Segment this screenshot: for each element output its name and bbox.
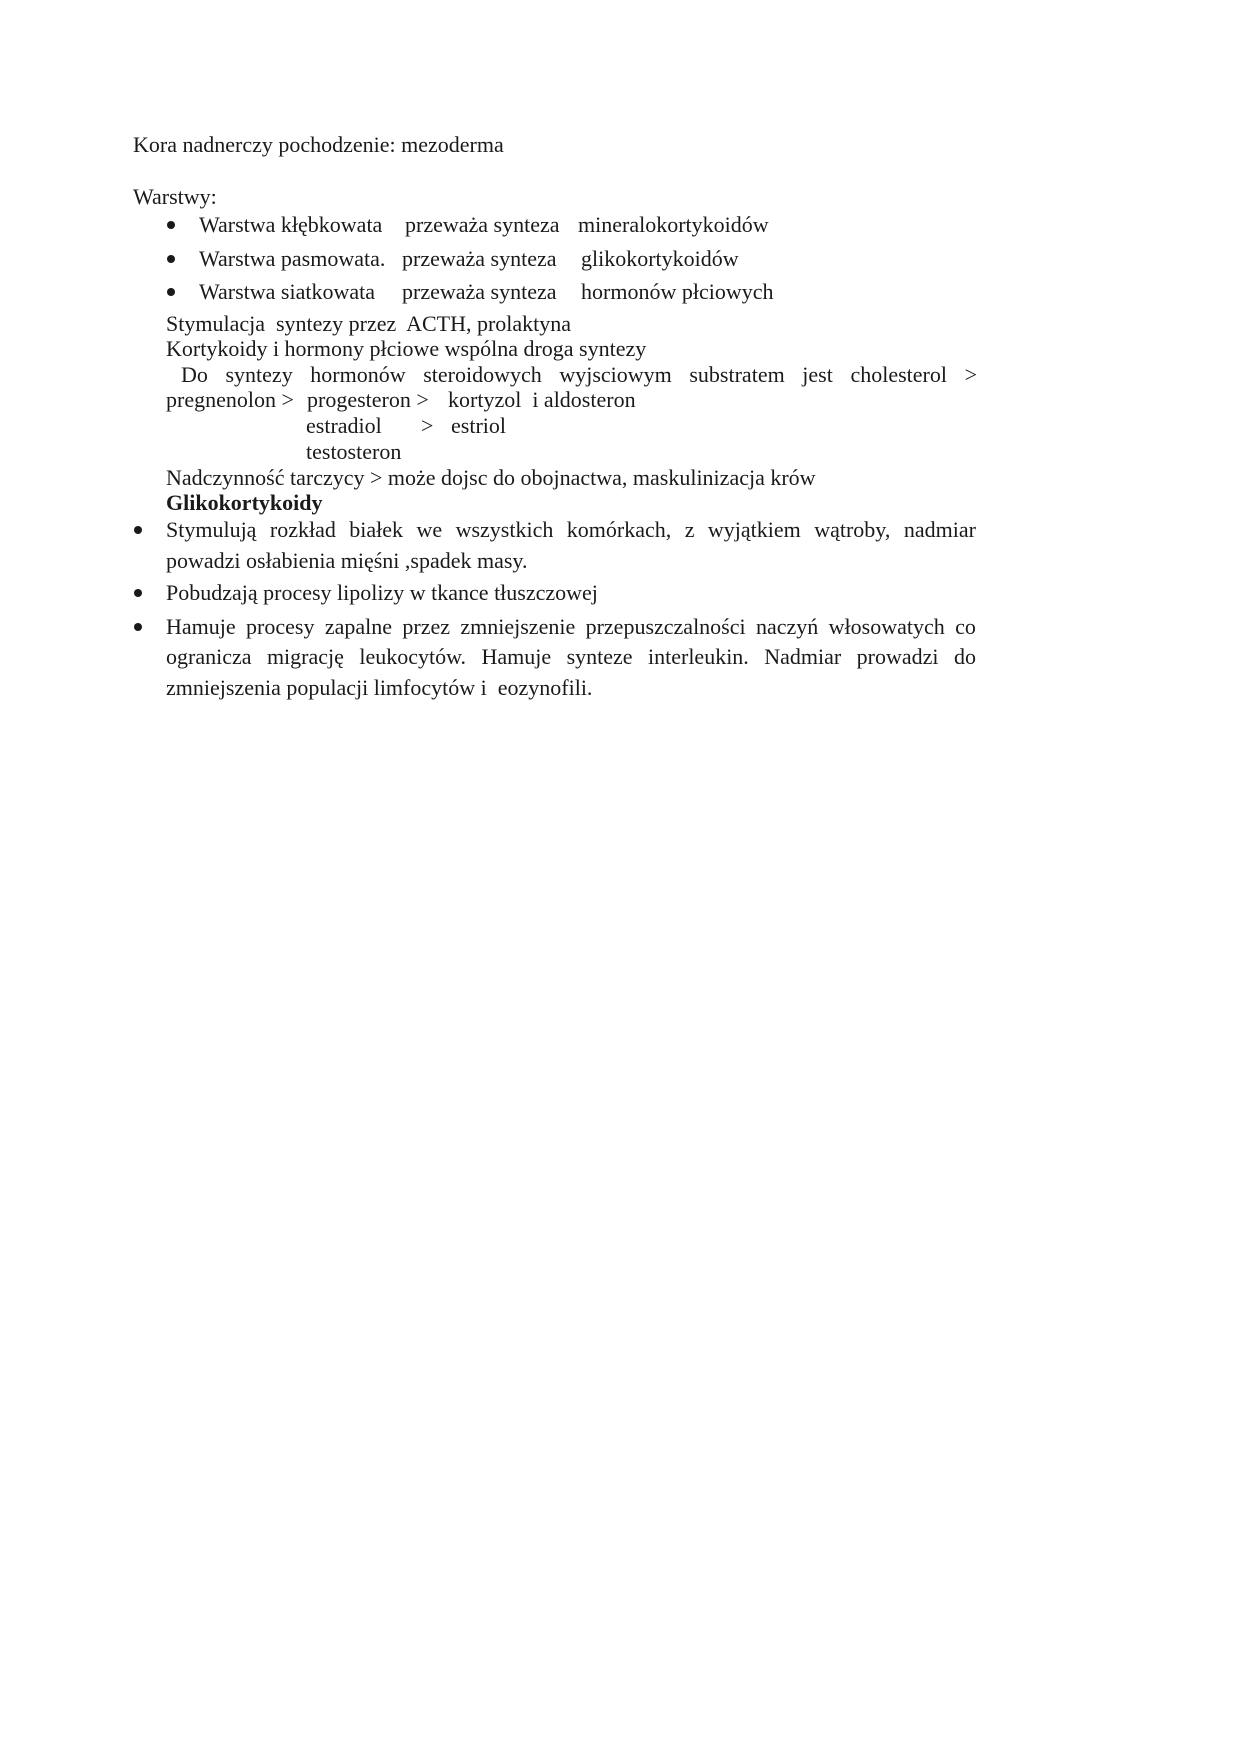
stimulation-line: Stymulacja syntezy przez ACTH, prolaktyna <box>166 311 572 336</box>
pathway-mid: progesteron > <box>307 387 429 412</box>
word: ogranicza <box>166 644 252 669</box>
word: leukocytów. <box>359 644 467 669</box>
word: steroidowych <box>423 362 542 387</box>
word: Hamuje <box>481 644 552 669</box>
word: wątroby, <box>814 517 891 542</box>
word: > <box>964 362 977 387</box>
word: procesy <box>246 614 315 639</box>
bullet-icon <box>167 255 175 263</box>
gluco-point-2-line-1: Pobudzają procesy lipolizy w tkance tłuszczowej <box>166 580 598 605</box>
pathway-estradiol: estradiol <box>306 413 382 438</box>
document-title: Kora nadnerczy pochodzenie: mezoderma <box>133 132 504 157</box>
layer-name: Warstwa kłębkowata <box>199 212 383 237</box>
pathway-testosteron: testosteron <box>306 439 402 464</box>
word: rozkład <box>269 517 336 542</box>
word: włosowatych <box>828 614 945 639</box>
gluco-point-1-line-2: powadzi osłabienia mięśni ,spadek masy. <box>166 548 528 573</box>
word: wyjątkiem <box>707 517 801 542</box>
layer-product: hormonów płciowych <box>581 279 774 304</box>
word: Nadmiar <box>764 644 842 669</box>
word: wszystkich <box>455 517 554 542</box>
layer-verb: przeważa synteza <box>402 279 557 304</box>
word: cholesterol <box>850 362 947 387</box>
layer-product: glikokortykoidów <box>581 246 739 271</box>
layer-verb: przeważa synteza <box>405 212 560 237</box>
layers-heading: Warstwy: <box>133 184 217 209</box>
word: białek <box>349 517 404 542</box>
glucocorticoids-heading: Glikokortykoidy <box>166 490 323 515</box>
word: do <box>953 644 976 669</box>
pathway-arrow: > <box>421 413 434 438</box>
word: co <box>955 614 976 639</box>
gluco-point-1-line-1 <box>166 517 976 543</box>
word: migrację <box>266 644 344 669</box>
word: komórkach, <box>566 517 672 542</box>
word: z <box>684 517 695 542</box>
gluco-point-3-line-2 <box>166 644 976 670</box>
word: jest <box>802 362 833 387</box>
word: Do <box>181 362 208 387</box>
word: hormonów <box>310 362 406 387</box>
layer-product: mineralokortykoidów <box>578 212 769 237</box>
layer-name: Warstwa siatkowata <box>199 279 375 304</box>
word: synteze <box>566 644 633 669</box>
synthesis-line <box>181 362 977 388</box>
gluco-point-3-line-1 <box>166 614 976 640</box>
word: przez <box>402 614 450 639</box>
bullet-icon <box>134 589 142 597</box>
word: przepuszczalności <box>585 614 746 639</box>
pathway-estriol: estriol <box>451 413 506 438</box>
word: wyjsciowym <box>559 362 672 387</box>
hyperfunction-line: Nadczynność tarczycy > może dojsc do obojnactwa, maskulinizacja krów <box>166 465 816 490</box>
word: zmniejszenie <box>460 614 576 639</box>
word: syntezy <box>225 362 293 387</box>
bullet-icon <box>134 623 142 631</box>
layer-name: Warstwa pasmowata. <box>199 246 386 271</box>
word: prowadzi <box>856 644 939 669</box>
bullet-icon <box>134 526 142 534</box>
word: Hamuje <box>166 614 236 639</box>
layer-verb: przeważa synteza <box>402 246 557 271</box>
word: zapalne <box>324 614 392 639</box>
gluco-point-3-line-3: zmniejszenia populacji limfocytów i eozynofili. <box>166 675 593 700</box>
word: substratem <box>689 362 785 387</box>
word: Stymulują <box>166 517 257 542</box>
word: we <box>416 517 443 542</box>
word: naczyń <box>756 614 819 639</box>
pathway-start: pregnenolon > <box>166 387 294 412</box>
common-path-line: Kortykoidy i hormony płciowe wspólna droga syntezy <box>166 336 647 361</box>
pathway-end: kortyzol i aldosteron <box>448 387 636 412</box>
word: interleukin. <box>648 644 749 669</box>
word: nadmiar <box>903 517 976 542</box>
bullet-icon <box>167 288 175 296</box>
bullet-icon <box>167 221 175 229</box>
